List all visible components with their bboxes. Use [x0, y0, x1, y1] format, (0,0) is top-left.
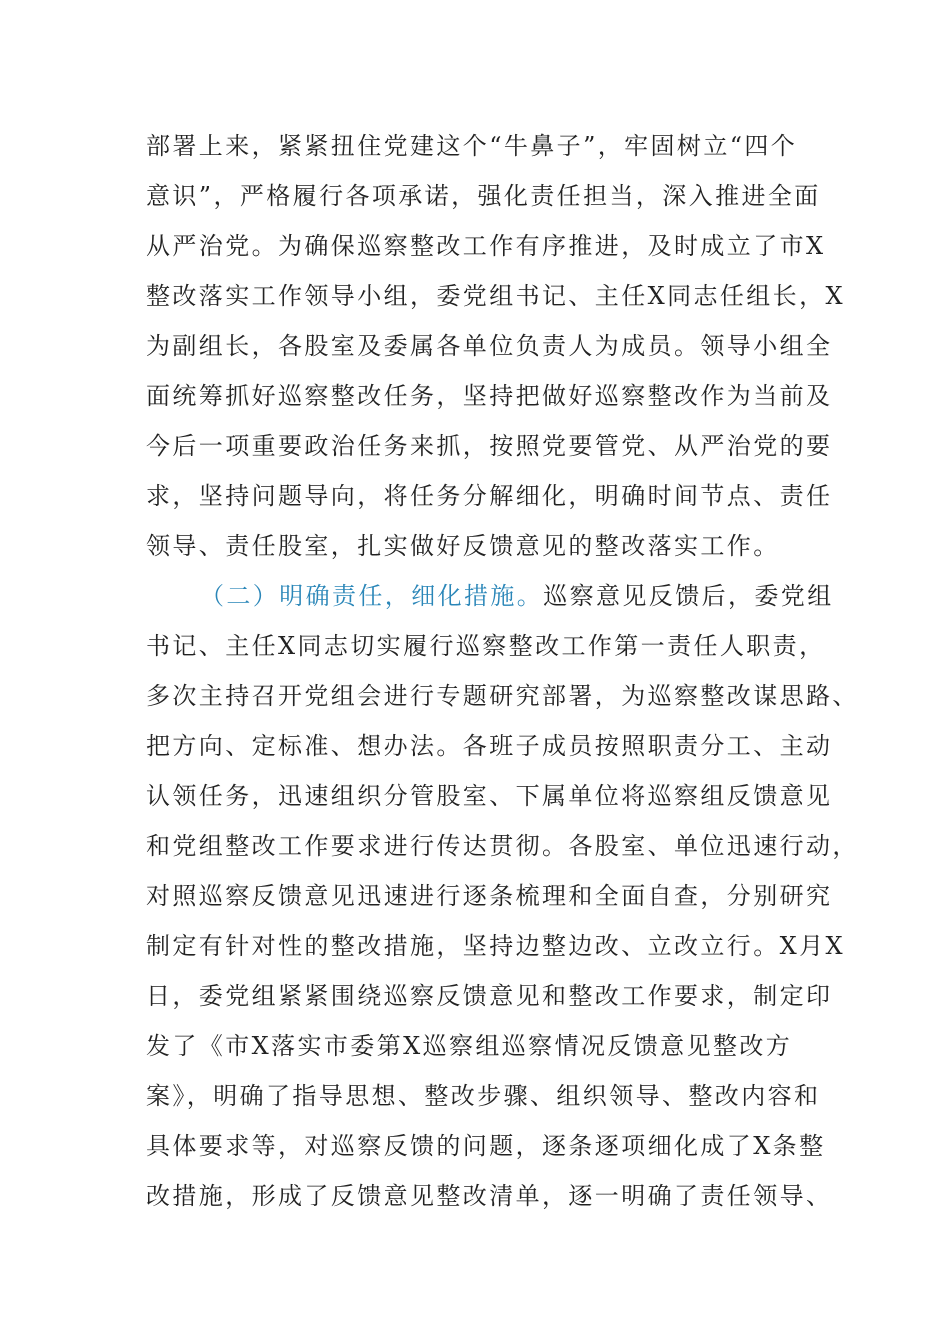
paragraph-line: 部署上来，紧紧扭住党建这个“牛鼻子”，牢固树立“四个 [146, 132, 798, 160]
paragraph-line: 整改落实工作领导小组，委党组书记、主任X同志任组长，X [146, 282, 845, 310]
paragraph-line: 和党组整改工作要求进行传达贯彻。各股室、单位迅速行动， [146, 832, 859, 860]
paragraph-line: 今后一项重要政治任务来抓，按照党要管党、从严治党的要 [146, 432, 833, 460]
paragraph-line: 发了《市X落实市委第X巡察组巡察情况反馈意见整改方 [146, 1032, 793, 1060]
paragraph-line: 日，委党组紧紧围绕巡察反馈意见和整改工作要求，制定印 [146, 982, 833, 1010]
paragraph-line: 为副组长，各股室及委属各单位负责人为成员。领导小组全 [146, 332, 833, 360]
paragraph-line: 多次主持召开党组会进行专题研究部署，为巡察整改谋思路、 [146, 682, 859, 710]
paragraph-line: 书记、主任X同志切实履行巡察整改工作第一责任人职责， [146, 632, 826, 660]
paragraph-line: 对照巡察反馈意见迅速进行逐条梳理和全面自查，分别研究 [146, 882, 833, 910]
paragraph-line: 求，坚持问题导向，将任务分解细化，明确时间节点、责任 [146, 482, 833, 510]
paragraph-line: 面统筹抓好巡察整改任务，坚持把做好巡察整改作为当前及 [146, 382, 833, 410]
paragraph-line: 制定有针对性的整改措施，坚持边整边改、立改立行。X月X [146, 932, 845, 960]
paragraph-line: 改措施，形成了反馈意见整改清单，逐一明确了责任领导、 [146, 1182, 833, 1210]
section-first-line-text: 巡察意见反馈后，委党组 [543, 582, 834, 610]
paragraph-line: 具体要求等，对巡察反馈的问题，逐条逐项细化成了X条整 [146, 1132, 826, 1160]
paragraph-line: 从严治党。为确保巡察整改工作有序推进，及时成立了市X [146, 232, 826, 260]
section-first-line [200, 576, 834, 616]
paragraph-line: 认领任务，迅速组织分管股室、下属单位将巡察组反馈意见 [146, 782, 833, 810]
section-heading: （二）明确责任，细化措施。 [200, 582, 544, 610]
paragraph-line: 意识”，严格履行各项承诺，强化责任担当，深入推进全面 [146, 182, 821, 210]
paragraph-line: 领导、责任股室，扎实做好反馈意见的整改落实工作。 [146, 532, 780, 560]
paragraph-line: 把方向、定标准、想办法。各班子成员按照职责分工、主动 [146, 732, 833, 760]
paragraph-line: 案》，明确了指导思想、整改步骤、组织领导、整改内容和 [146, 1082, 821, 1110]
